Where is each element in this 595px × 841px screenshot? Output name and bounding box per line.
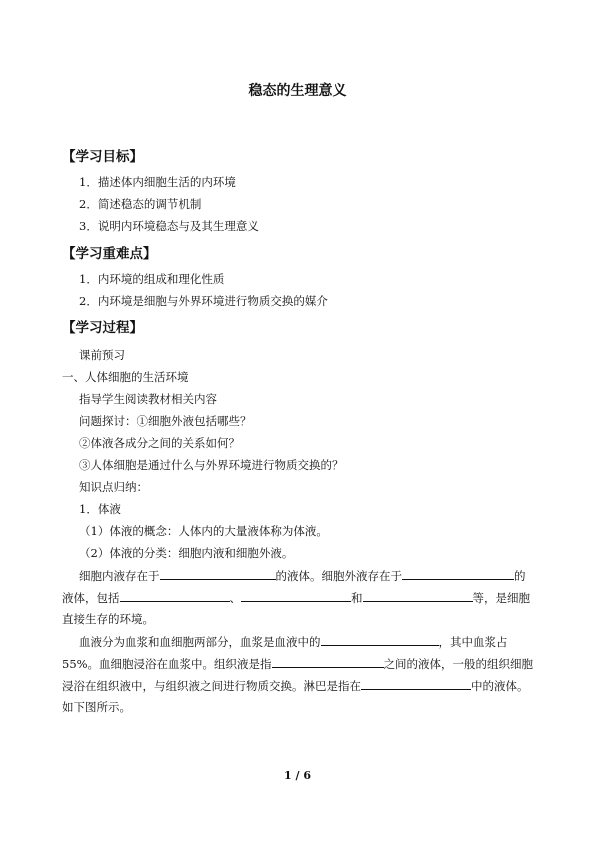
question-1: 问题探讨：①细胞外液包括哪些？ [79, 414, 252, 428]
point-1: 1．体液 [79, 502, 121, 516]
summary-label: 知识点归纳： [79, 480, 148, 494]
fill-blank[interactable] [120, 590, 230, 602]
objective-item-3: 3．说明内环境稳态与及其生理意义 [79, 219, 259, 233]
paragraph-1-line-1: 细胞内液存在于 的液体。细胞外液存在于 的 [79, 569, 526, 583]
preview-label: 课前预习 [79, 348, 125, 362]
objective-item-2: 2．简述稳态的调节机制 [79, 197, 202, 211]
paragraph-2-line-4: 如下图所示。 [62, 700, 131, 714]
paragraph-2-line-1: 血液分为血浆和血细胞两部分，血浆是血液中的 ，其中血浆占 [79, 635, 508, 649]
paragraph-2-line-2: 55%。血细胞浸浴在血浆中。组织液是指 之间的液体，一般的组织细胞 [62, 657, 534, 671]
fill-blank[interactable] [402, 568, 514, 580]
question-2: ②体液各成分之间的关系如何？ [79, 436, 240, 450]
document-title: 稳态的生理意义 [248, 83, 347, 99]
sub-point-1: （1）体液的概念：人体内的大量液体称为体液。 [79, 524, 328, 538]
paragraph-2-line-3: 浸浴在组织液中，与组织液之间进行物质交换。淋巴是指在 中的液体。 [62, 679, 529, 693]
key-point-item-1: 1．内环境的组成和理化性质 [79, 272, 225, 286]
heading-key-points: 【学习重难点】 [62, 246, 157, 262]
key-point-item-2: 2．内环境是细胞与外界环境进行物质交换的媒介 [79, 294, 328, 308]
fill-blank[interactable] [361, 678, 471, 690]
sub-point-2: （2）体液的分类：细胞内液和细胞外液。 [79, 546, 294, 560]
page-number: 1 / 6 [284, 769, 311, 782]
guide-text: 指导学生阅读教材相关内容 [79, 392, 217, 406]
fill-blank[interactable] [160, 568, 276, 580]
fill-blank[interactable] [321, 634, 439, 646]
objective-item-1: 1．描述体内细胞生活的内环境 [79, 175, 236, 189]
section-heading-1: 一、人体细胞的生活环境 [62, 370, 189, 384]
heading-objectives: 【学习目标】 [62, 149, 143, 165]
fill-blank[interactable] [272, 656, 384, 668]
paragraph-1-line-2: 液体，包括 、 和 等，是细胞 [62, 591, 530, 605]
heading-process: 【学习过程】 [62, 320, 143, 336]
question-3: ③人体细胞是通过什么与外界环境进行物质交换的？ [79, 458, 344, 472]
paragraph-1-line-3: 直接生存的环境。 [62, 612, 154, 626]
fill-blank[interactable] [363, 590, 473, 602]
fill-blank[interactable] [241, 590, 351, 602]
